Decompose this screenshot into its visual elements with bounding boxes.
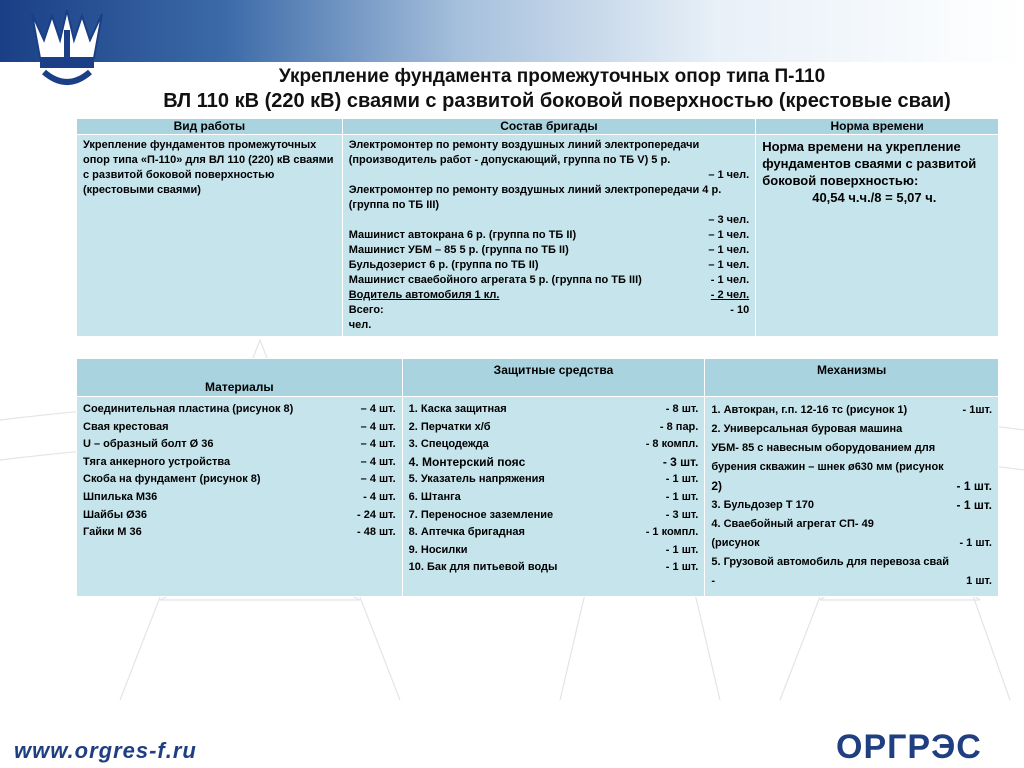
protection-item: 10. Бак для питьевой воды - 1 шт. bbox=[408, 561, 699, 574]
norm-value: 40,54 ч.ч./8 = 5,07 ч. bbox=[812, 190, 937, 205]
protection-item: 9. Носилки - 1 шт. bbox=[408, 543, 699, 556]
mechanism-item-cont: 2) - 1 шт. bbox=[711, 479, 992, 493]
protection-item: 4. Монтерский пояс - 3 шт. bbox=[408, 454, 699, 469]
resources-table bbox=[76, 358, 999, 597]
crew-total-unit: чел. bbox=[348, 319, 372, 331]
crew-table bbox=[76, 118, 999, 337]
website-link[interactable]: www.orgres-f.ru bbox=[14, 738, 197, 763]
mechanism-item-cont: бурения скважин – шнек ø630 мм (рисунок bbox=[711, 461, 944, 473]
mechanism-item-cont: - 1 шт. bbox=[711, 575, 992, 587]
crew-item: Машинист автокрана 6 р. (группа по ТБ II) – 1 чел. bbox=[348, 229, 750, 241]
crew-item: Электромонтер по ремонту воздушных линий электропередачи 4 р. (группа по ТБ III) – 3 чел. bbox=[348, 184, 750, 226]
crew-item: Водитель автомобиля 1 кл. - 2 чел. bbox=[348, 289, 750, 301]
material-item: U – образный болт Ø 36 – 4 шт. bbox=[83, 438, 396, 451]
header-protection: Защитные средства bbox=[402, 359, 705, 397]
mechanism-item: 3. Бульдозер Т 170 - 1 шт. bbox=[711, 498, 992, 512]
crew-item: Машинист УБМ – 85 5 р. (группа по ТБ II) – 1 чел. bbox=[348, 244, 750, 256]
material-item: Шайбы Ø36 - 24 шт. bbox=[83, 508, 396, 521]
material-item: Свая крестовая – 4 шт. bbox=[83, 420, 396, 433]
norm-cell bbox=[756, 135, 999, 337]
header-band bbox=[0, 0, 1024, 62]
crew-item: Бульдозерист 6 р. (группа по ТБ II) – 1 чел. bbox=[348, 259, 750, 271]
material-item: Тяга анкерного устройства – 4 шт. bbox=[83, 455, 396, 468]
materials-cell bbox=[77, 397, 403, 597]
crew-total: Всего: - 10 bbox=[348, 304, 750, 316]
title-line-1: Укрепление фундамента промежуточных опор типа П-110 bbox=[278, 66, 826, 87]
protection-item: 3. Спецодежда - 8 компл. bbox=[408, 438, 699, 451]
protection-item: 5. Указатель напряжения - 1 шт. bbox=[408, 473, 699, 486]
mechanism-item: 5. Грузовой автомобиль для перевоза свай bbox=[711, 556, 949, 568]
crew-cell bbox=[342, 135, 756, 337]
material-item: Шпилька М36 - 4 шт. bbox=[83, 490, 396, 503]
work-type-cell: Укрепление фундаментов промежуточных опор типа «П-110» для ВЛ 110 (220) кВ сваями с развитой боковой поверхностью (крестовыми сваями) bbox=[77, 135, 343, 337]
header-work-type: Вид работы bbox=[77, 119, 343, 135]
mechanism-item: 4. Сваебойный агрегат СП- 49 bbox=[711, 518, 874, 530]
resources-table-row bbox=[77, 397, 999, 597]
header-mechanisms: Механизмы bbox=[705, 359, 999, 397]
mechanism-item-cont: (рисунок - 1 шт. bbox=[711, 537, 992, 549]
page-title bbox=[0, 64, 1024, 114]
protection-item: 8. Аптечка бригадная - 1 компл. bbox=[408, 526, 699, 539]
crew-table-row bbox=[77, 135, 999, 337]
material-item: Скоба на фундамент (рисунок 8) – 4 шт. bbox=[83, 473, 396, 486]
header-norm: Норма времени bbox=[756, 119, 999, 135]
resources-table-header bbox=[77, 359, 999, 397]
protection-item: 1. Каска защитная - 8 шт. bbox=[408, 403, 699, 415]
norm-text: Норма времени на укрепление фундаментов сваями с развитой боковой поверхностью: bbox=[762, 139, 977, 188]
material-item: Соединительная пластина (рисунок 8) – 4 шт. bbox=[83, 403, 396, 415]
material-item: Гайки М 36 - 48 шт. bbox=[83, 526, 396, 539]
title-line-2: ВЛ 110 кВ (220 кВ) сваями с развитой боковой поверхностью (крестовые сваи) bbox=[163, 90, 951, 112]
mechanism-item-cont: УБМ- 85 с навесным оборудованием для bbox=[711, 442, 936, 454]
header-materials: Материалы bbox=[77, 359, 403, 397]
mechanism-item: 2. Универсальная буровая машина bbox=[711, 423, 903, 435]
crew-item: Электромонтер по ремонту воздушных линий электропередачи (производитель работ - допускающий, группа по ТБ V) 5 р. – 1 чел. bbox=[348, 139, 750, 181]
brand-logo: ОРГРЭС bbox=[836, 728, 982, 766]
protection-item: 7. Переносное заземление - 3 шт. bbox=[408, 508, 699, 521]
crew-item: Машинист сваебойного агрегата 5 р. (группа по ТБ III) - 1 чел. bbox=[348, 274, 750, 286]
mechanisms-cell bbox=[705, 397, 999, 597]
protection-item: 2. Перчатки х/б - 8 пар. bbox=[408, 420, 699, 433]
mechanism-item: 1. Автокран, г.п. 12-16 тс (рисунок 1) - 1шт. bbox=[711, 404, 992, 416]
protection-item: 6. Штанга - 1 шт. bbox=[408, 490, 699, 503]
protection-cell bbox=[402, 397, 705, 597]
crew-table-header bbox=[77, 119, 999, 135]
header-crew: Состав бригады bbox=[342, 119, 756, 135]
